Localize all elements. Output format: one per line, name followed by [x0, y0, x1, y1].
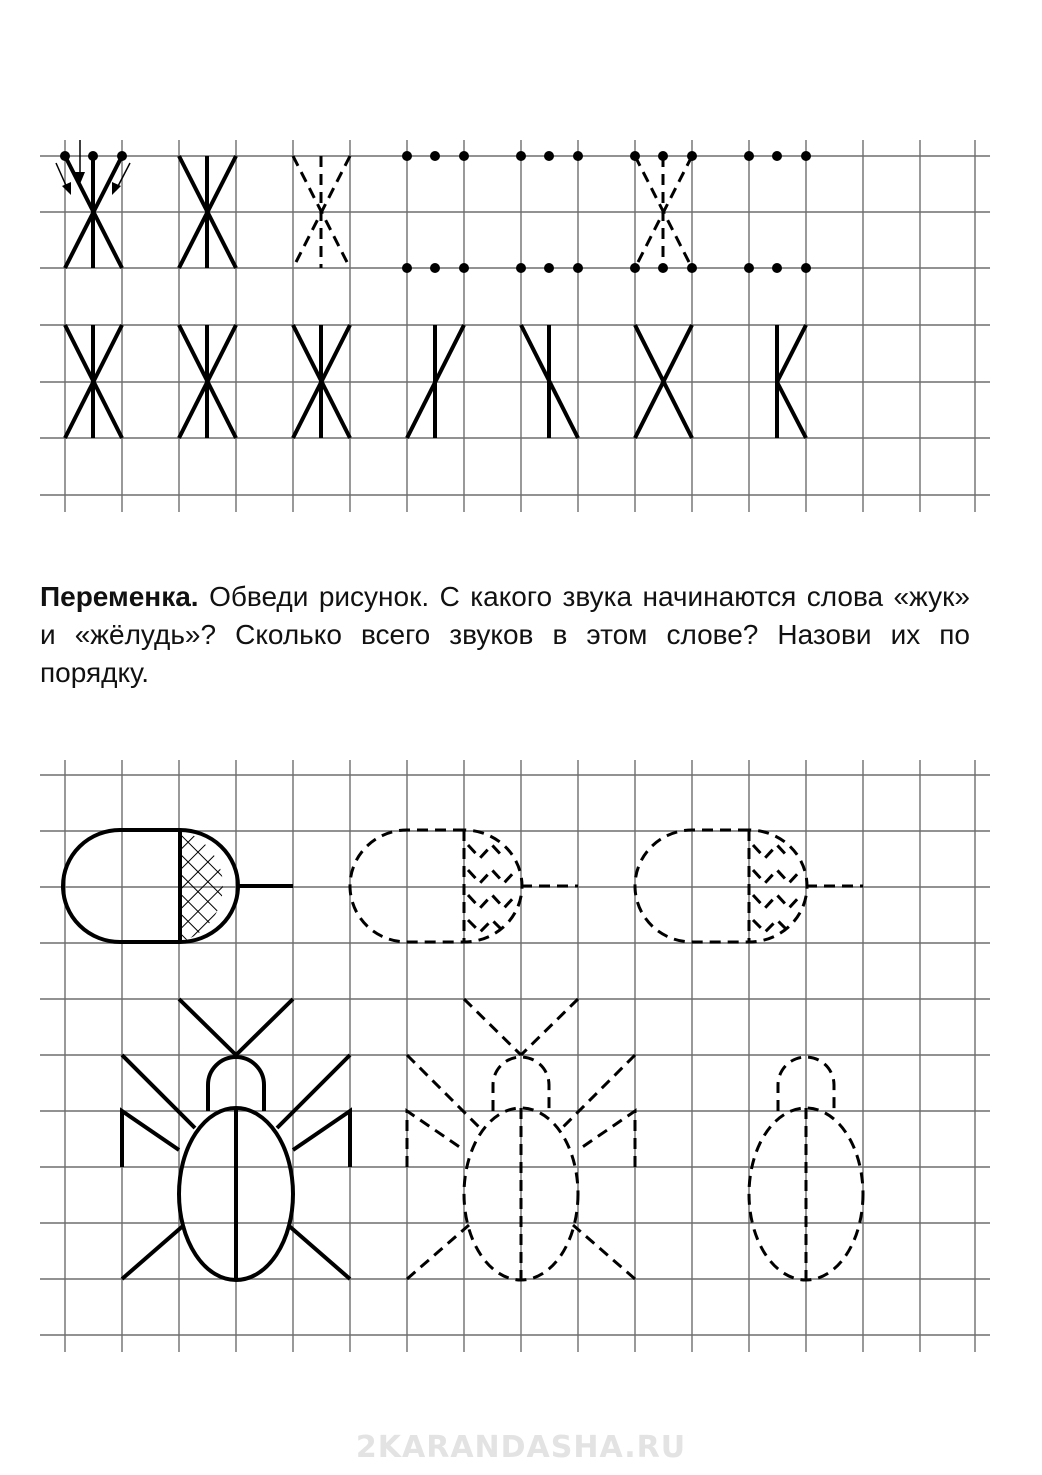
letter-zh-example — [56, 140, 130, 268]
instruction-paragraph — [40, 578, 970, 692]
letter-tracing-grid — [0, 0, 1042, 540]
picture-tracing-grid — [0, 740, 1042, 1460]
grid-lines-top — [40, 140, 990, 512]
instruction-text: Обведи рисунок. С какого звука начинаются слова «жук» и «жёлудь»? Сколько всего звуков в этом слове? Назови их по порядку. — [40, 581, 970, 688]
acorn-solid — [63, 830, 293, 942]
instruction-heading: Переменка. — [40, 581, 199, 612]
watermark: 2KARANDASHA.RU — [355, 1430, 687, 1465]
